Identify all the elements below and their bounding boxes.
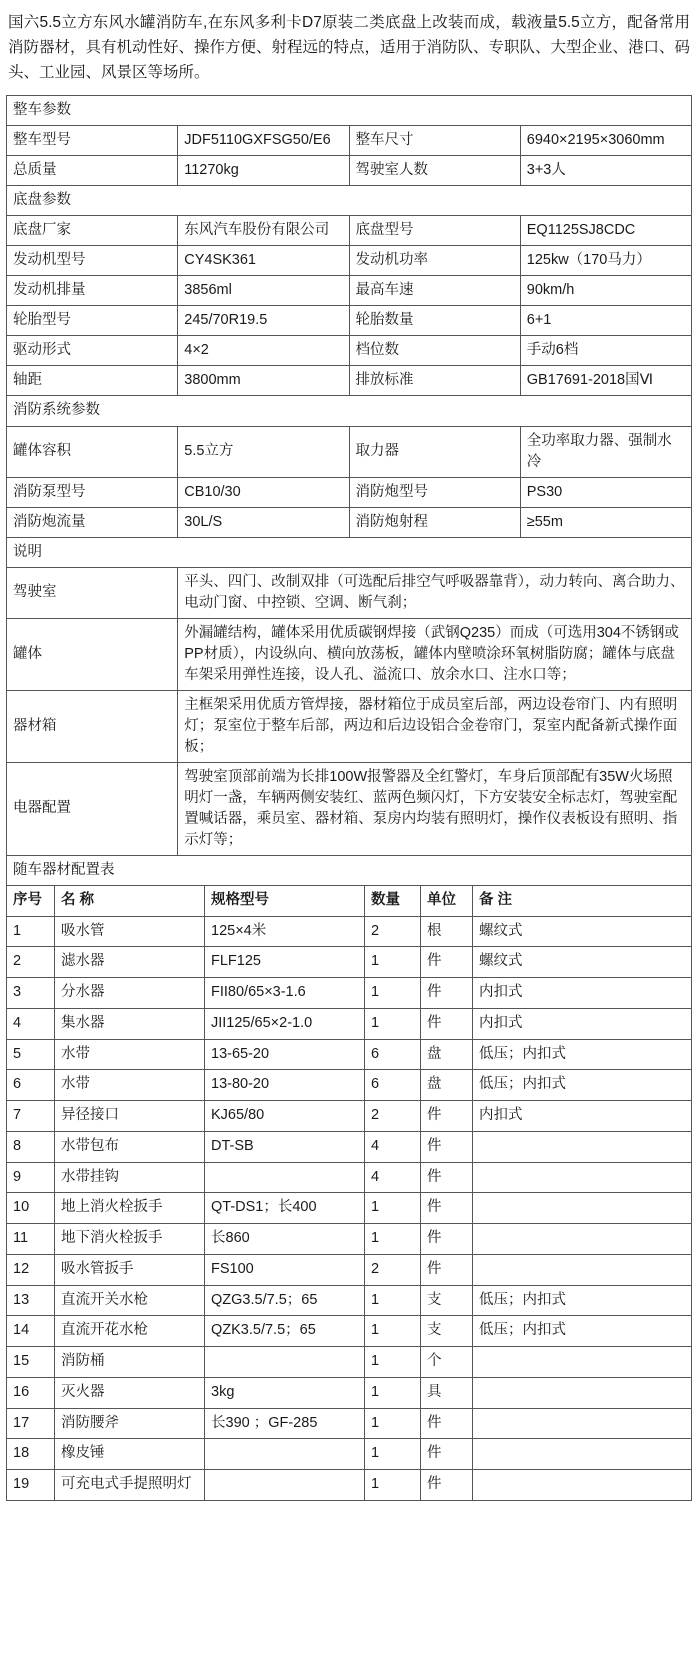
cell-name: 吸水管 bbox=[55, 916, 205, 947]
table-row bbox=[7, 1316, 692, 1347]
cell-model: FS100 bbox=[205, 1254, 365, 1285]
table-row bbox=[7, 947, 692, 978]
cell-name: 水带 bbox=[55, 1070, 205, 1101]
table-row bbox=[7, 126, 692, 156]
cell-unit: 根 bbox=[421, 916, 473, 947]
section-title-vehicle: 整车参数 bbox=[7, 96, 692, 126]
cell-qty: 1 bbox=[365, 1470, 421, 1501]
cell-note: 低压；内扣式 bbox=[473, 1316, 692, 1347]
cell-name: 集水器 bbox=[55, 1008, 205, 1039]
cell-name: 消防桶 bbox=[55, 1347, 205, 1378]
table-row bbox=[7, 690, 692, 762]
column-header-qty: 数量 bbox=[365, 885, 421, 916]
table-row bbox=[7, 1008, 692, 1039]
cell-model bbox=[205, 1162, 365, 1193]
column-header-unit: 单位 bbox=[421, 885, 473, 916]
cell-no: 1 bbox=[7, 916, 55, 947]
cell-model: QT-DS1；长400 bbox=[205, 1193, 365, 1224]
cell-qty: 1 bbox=[365, 1439, 421, 1470]
cell-name: 直流开关水枪 bbox=[55, 1285, 205, 1316]
param-label: 最高车速 bbox=[349, 276, 520, 306]
cell-model bbox=[205, 1470, 365, 1501]
cell-qty: 1 bbox=[365, 1008, 421, 1039]
param-label: 轴距 bbox=[7, 366, 178, 396]
cell-note bbox=[473, 1408, 692, 1439]
table-row bbox=[7, 762, 692, 855]
cell-no: 3 bbox=[7, 978, 55, 1009]
cell-no: 13 bbox=[7, 1285, 55, 1316]
cell-unit: 个 bbox=[421, 1347, 473, 1378]
cell-qty: 6 bbox=[365, 1039, 421, 1070]
section-title-chassis: 底盘参数 bbox=[7, 186, 692, 216]
section-header-chassis bbox=[7, 186, 692, 216]
cell-model bbox=[205, 1439, 365, 1470]
cell-unit: 件 bbox=[421, 1162, 473, 1193]
param-label: 消防炮型号 bbox=[349, 477, 520, 507]
cell-qty: 4 bbox=[365, 1162, 421, 1193]
cell-unit: 具 bbox=[421, 1377, 473, 1408]
cell-name: 地下消火栓扳手 bbox=[55, 1224, 205, 1255]
cell-qty: 4 bbox=[365, 1131, 421, 1162]
cell-unit: 件 bbox=[421, 1193, 473, 1224]
table-row bbox=[7, 1285, 692, 1316]
section-header-fire-system bbox=[7, 396, 692, 426]
table-row bbox=[7, 507, 692, 537]
column-header-model: 规格型号 bbox=[205, 885, 365, 916]
cell-unit: 件 bbox=[421, 1408, 473, 1439]
intro-paragraph: 国六5.5立方东风水罐消防车,在东风多利卡D7原装二类底盘上改装而成，载液量5.5立方，配备常用消防器材，具有机动性好、操作方便、射程远的特点，适用于消防队、专职队、大型企业、港口、码头、工业园、风景区等场所。 bbox=[8, 14, 691, 82]
cell-model: 125×4米 bbox=[205, 916, 365, 947]
table-row bbox=[7, 567, 692, 618]
param-value: 11270kg bbox=[178, 156, 349, 186]
param-value: 手动6档 bbox=[520, 336, 691, 366]
cell-qty: 1 bbox=[365, 1193, 421, 1224]
cell-qty: 2 bbox=[365, 1254, 421, 1285]
cell-name: 橡皮锤 bbox=[55, 1439, 205, 1470]
param-value: GB17691-2018国Ⅵ bbox=[520, 366, 691, 396]
param-value: 125kw（170马力） bbox=[520, 246, 691, 276]
param-value: 3+3人 bbox=[520, 156, 691, 186]
cell-no: 16 bbox=[7, 1377, 55, 1408]
param-value: PS30 bbox=[520, 477, 691, 507]
param-value: CY4SK361 bbox=[178, 246, 349, 276]
table-row bbox=[7, 1162, 692, 1193]
table-row bbox=[7, 1439, 692, 1470]
table-row bbox=[7, 1131, 692, 1162]
desc-text: 主框架采用优质方管焊接，器材箱位于成员室后部，两边设卷帘门、内有照明灯；泵室位于整车后部，两边和后边设铝合金卷帘门，泵室内配备新式操作面板； bbox=[178, 690, 692, 762]
cell-note bbox=[473, 1347, 692, 1378]
param-label: 档位数 bbox=[349, 336, 520, 366]
table-row bbox=[7, 276, 692, 306]
param-label: 罐体容积 bbox=[7, 426, 178, 477]
cell-no: 7 bbox=[7, 1101, 55, 1132]
cell-note bbox=[473, 1377, 692, 1408]
cell-note: 低压；内扣式 bbox=[473, 1070, 692, 1101]
param-label: 驱动形式 bbox=[7, 336, 178, 366]
param-label: 排放标准 bbox=[349, 366, 520, 396]
desc-label: 器材箱 bbox=[7, 690, 178, 762]
cell-name: 水带 bbox=[55, 1039, 205, 1070]
cell-qty: 2 bbox=[365, 916, 421, 947]
cell-name: 直流开花水枪 bbox=[55, 1316, 205, 1347]
cell-unit: 支 bbox=[421, 1316, 473, 1347]
cell-note: 内扣式 bbox=[473, 978, 692, 1009]
desc-label: 罐体 bbox=[7, 618, 178, 690]
cell-model: QZG3.5/7.5；65 bbox=[205, 1285, 365, 1316]
cell-model: JII125/65×2-1.0 bbox=[205, 1008, 365, 1039]
param-value: CB10/30 bbox=[178, 477, 349, 507]
param-value: 90km/h bbox=[520, 276, 691, 306]
cell-no: 14 bbox=[7, 1316, 55, 1347]
desc-text: 驾驶室顶部前端为长排100W报警器及全红警灯，车身后顶部配有35W火场照明灯一盏，车辆两侧安装红、蓝两色频闪灯，下方安装安全标志灯，驾驶室配置喊话器，乘员室、器材箱、泵房内均装有照明灯，操作仪表板设有照明、指示灯等； bbox=[178, 762, 692, 855]
cell-unit: 盘 bbox=[421, 1039, 473, 1070]
param-value: 6940×2195×3060mm bbox=[520, 126, 691, 156]
cell-model: 13-80-20 bbox=[205, 1070, 365, 1101]
param-value: ≥55m bbox=[520, 507, 691, 537]
section-header-equipment bbox=[7, 855, 692, 885]
cell-unit: 件 bbox=[421, 947, 473, 978]
cell-unit: 件 bbox=[421, 978, 473, 1009]
section-header-vehicle bbox=[7, 96, 692, 126]
equipment-table bbox=[6, 885, 692, 1501]
table-row bbox=[7, 1224, 692, 1255]
cell-name: 地上消火栓扳手 bbox=[55, 1193, 205, 1224]
param-value: 6+1 bbox=[520, 306, 691, 336]
table-row bbox=[7, 306, 692, 336]
table-row bbox=[7, 477, 692, 507]
param-label: 消防炮射程 bbox=[349, 507, 520, 537]
cell-qty: 1 bbox=[365, 978, 421, 1009]
vehicle-params-table bbox=[6, 95, 692, 885]
cell-model: FLF125 bbox=[205, 947, 365, 978]
cell-name: 灭火器 bbox=[55, 1377, 205, 1408]
cell-no: 4 bbox=[7, 1008, 55, 1039]
cell-name: 滤水器 bbox=[55, 947, 205, 978]
param-label: 消防泵型号 bbox=[7, 477, 178, 507]
cell-model: 3kg bbox=[205, 1377, 365, 1408]
cell-note: 内扣式 bbox=[473, 1008, 692, 1039]
section-title-fire-system: 消防系统参数 bbox=[7, 396, 692, 426]
cell-no: 11 bbox=[7, 1224, 55, 1255]
section-title-description: 说明 bbox=[7, 537, 692, 567]
cell-name: 吸水管扳手 bbox=[55, 1254, 205, 1285]
cell-unit: 支 bbox=[421, 1285, 473, 1316]
param-label: 消防炮流量 bbox=[7, 507, 178, 537]
param-value: EQ1125SJ8CDC bbox=[520, 216, 691, 246]
cell-name: 水带包布 bbox=[55, 1131, 205, 1162]
cell-model: 长860 bbox=[205, 1224, 365, 1255]
cell-unit: 件 bbox=[421, 1439, 473, 1470]
cell-note bbox=[473, 1162, 692, 1193]
cell-name: 可充电式手提照明灯 bbox=[55, 1470, 205, 1501]
cell-no: 12 bbox=[7, 1254, 55, 1285]
param-label: 发动机排量 bbox=[7, 276, 178, 306]
param-label: 发动机型号 bbox=[7, 246, 178, 276]
cell-note bbox=[473, 1439, 692, 1470]
cell-no: 2 bbox=[7, 947, 55, 978]
cell-note bbox=[473, 1470, 692, 1501]
cell-qty: 1 bbox=[365, 1377, 421, 1408]
column-header-note: 备 注 bbox=[473, 885, 692, 916]
cell-no: 5 bbox=[7, 1039, 55, 1070]
cell-qty: 6 bbox=[365, 1070, 421, 1101]
table-row bbox=[7, 618, 692, 690]
cell-model: DT-SB bbox=[205, 1131, 365, 1162]
param-value: 全功率取力器、强制水冷 bbox=[520, 426, 691, 477]
cell-name: 水带挂钩 bbox=[55, 1162, 205, 1193]
param-value: 5.5立方 bbox=[178, 426, 349, 477]
param-value: 3800mm bbox=[178, 366, 349, 396]
cell-note bbox=[473, 1193, 692, 1224]
param-label: 底盘厂家 bbox=[7, 216, 178, 246]
table-row bbox=[7, 216, 692, 246]
table-row bbox=[7, 1347, 692, 1378]
table-row bbox=[7, 1101, 692, 1132]
param-label: 发动机功率 bbox=[349, 246, 520, 276]
cell-note: 低压；内扣式 bbox=[473, 1285, 692, 1316]
cell-note bbox=[473, 1254, 692, 1285]
desc-label: 驾驶室 bbox=[7, 567, 178, 618]
table-header-row bbox=[7, 885, 692, 916]
cell-no: 15 bbox=[7, 1347, 55, 1378]
cell-note bbox=[473, 1224, 692, 1255]
cell-note: 螺纹式 bbox=[473, 916, 692, 947]
cell-qty: 1 bbox=[365, 1347, 421, 1378]
desc-text: 外漏罐结构，罐体采用优质碳钢焊接（武钢Q235）而成（可选用304不锈钢或PP材质），内设纵向、横向放荡板，罐体内壁喷涂环氧树脂防腐；罐体与底盘车架采用弹性连接，设人孔、溢流口、放余水口、注水口等； bbox=[178, 618, 692, 690]
cell-note: 低压；内扣式 bbox=[473, 1039, 692, 1070]
cell-name: 异径接口 bbox=[55, 1101, 205, 1132]
param-value: 30L/S bbox=[178, 507, 349, 537]
cell-unit: 件 bbox=[421, 1008, 473, 1039]
param-label: 取力器 bbox=[349, 426, 520, 477]
cell-model bbox=[205, 1347, 365, 1378]
param-label: 轮胎数量 bbox=[349, 306, 520, 336]
cell-qty: 1 bbox=[365, 1408, 421, 1439]
cell-unit: 盘 bbox=[421, 1070, 473, 1101]
param-label: 底盘型号 bbox=[349, 216, 520, 246]
column-header-no: 序号 bbox=[7, 885, 55, 916]
table-row bbox=[7, 1254, 692, 1285]
cell-unit: 件 bbox=[421, 1470, 473, 1501]
param-value: 245/70R19.5 bbox=[178, 306, 349, 336]
cell-no: 10 bbox=[7, 1193, 55, 1224]
cell-no: 6 bbox=[7, 1070, 55, 1101]
table-row bbox=[7, 1070, 692, 1101]
cell-name: 分水器 bbox=[55, 978, 205, 1009]
column-header-name: 名 称 bbox=[55, 885, 205, 916]
section-header-description bbox=[7, 537, 692, 567]
cell-note bbox=[473, 1131, 692, 1162]
cell-unit: 件 bbox=[421, 1101, 473, 1132]
param-label: 总质量 bbox=[7, 156, 178, 186]
table-row bbox=[7, 426, 692, 477]
cell-unit: 件 bbox=[421, 1254, 473, 1285]
cell-no: 17 bbox=[7, 1408, 55, 1439]
cell-no: 8 bbox=[7, 1131, 55, 1162]
param-label: 驾驶室人数 bbox=[349, 156, 520, 186]
table-row bbox=[7, 1039, 692, 1070]
cell-unit: 件 bbox=[421, 1224, 473, 1255]
param-value: 东风汽车股份有限公司 bbox=[178, 216, 349, 246]
table-row bbox=[7, 246, 692, 276]
table-row bbox=[7, 156, 692, 186]
cell-qty: 2 bbox=[365, 1101, 421, 1132]
cell-qty: 1 bbox=[365, 947, 421, 978]
cell-no: 9 bbox=[7, 1162, 55, 1193]
cell-note: 内扣式 bbox=[473, 1101, 692, 1132]
table-row bbox=[7, 1408, 692, 1439]
table-row bbox=[7, 1377, 692, 1408]
table-row bbox=[7, 916, 692, 947]
cell-model: KJ65/80 bbox=[205, 1101, 365, 1132]
param-value: 4×2 bbox=[178, 336, 349, 366]
table-row bbox=[7, 978, 692, 1009]
param-value: JDF5110GXFSG50/E6 bbox=[178, 126, 349, 156]
param-label: 整车尺寸 bbox=[349, 126, 520, 156]
cell-qty: 1 bbox=[365, 1224, 421, 1255]
table-row bbox=[7, 366, 692, 396]
cell-no: 18 bbox=[7, 1439, 55, 1470]
cell-qty: 1 bbox=[365, 1316, 421, 1347]
section-title-equipment: 随车器材配置表 bbox=[7, 855, 692, 885]
table-row bbox=[7, 1470, 692, 1501]
cell-name: 消防腰斧 bbox=[55, 1408, 205, 1439]
param-label: 轮胎型号 bbox=[7, 306, 178, 336]
desc-label: 电器配置 bbox=[7, 762, 178, 855]
cell-note: 螺纹式 bbox=[473, 947, 692, 978]
cell-model: QZK3.5/7.5；65 bbox=[205, 1316, 365, 1347]
cell-unit: 件 bbox=[421, 1131, 473, 1162]
desc-text: 平头、四门、改制双排（可选配后排空气呼吸器靠背），动力转向、离合助力、电动门窗、中控锁、空调、断气刹； bbox=[178, 567, 692, 618]
cell-no: 19 bbox=[7, 1470, 55, 1501]
cell-model: FII80/65×3-1.6 bbox=[205, 978, 365, 1009]
param-label: 整车型号 bbox=[7, 126, 178, 156]
table-row bbox=[7, 1193, 692, 1224]
cell-qty: 1 bbox=[365, 1285, 421, 1316]
param-value: 3856ml bbox=[178, 276, 349, 306]
cell-model: 13-65-20 bbox=[205, 1039, 365, 1070]
table-row bbox=[7, 336, 692, 366]
cell-model: 长390 ；GF-285 bbox=[205, 1408, 365, 1439]
